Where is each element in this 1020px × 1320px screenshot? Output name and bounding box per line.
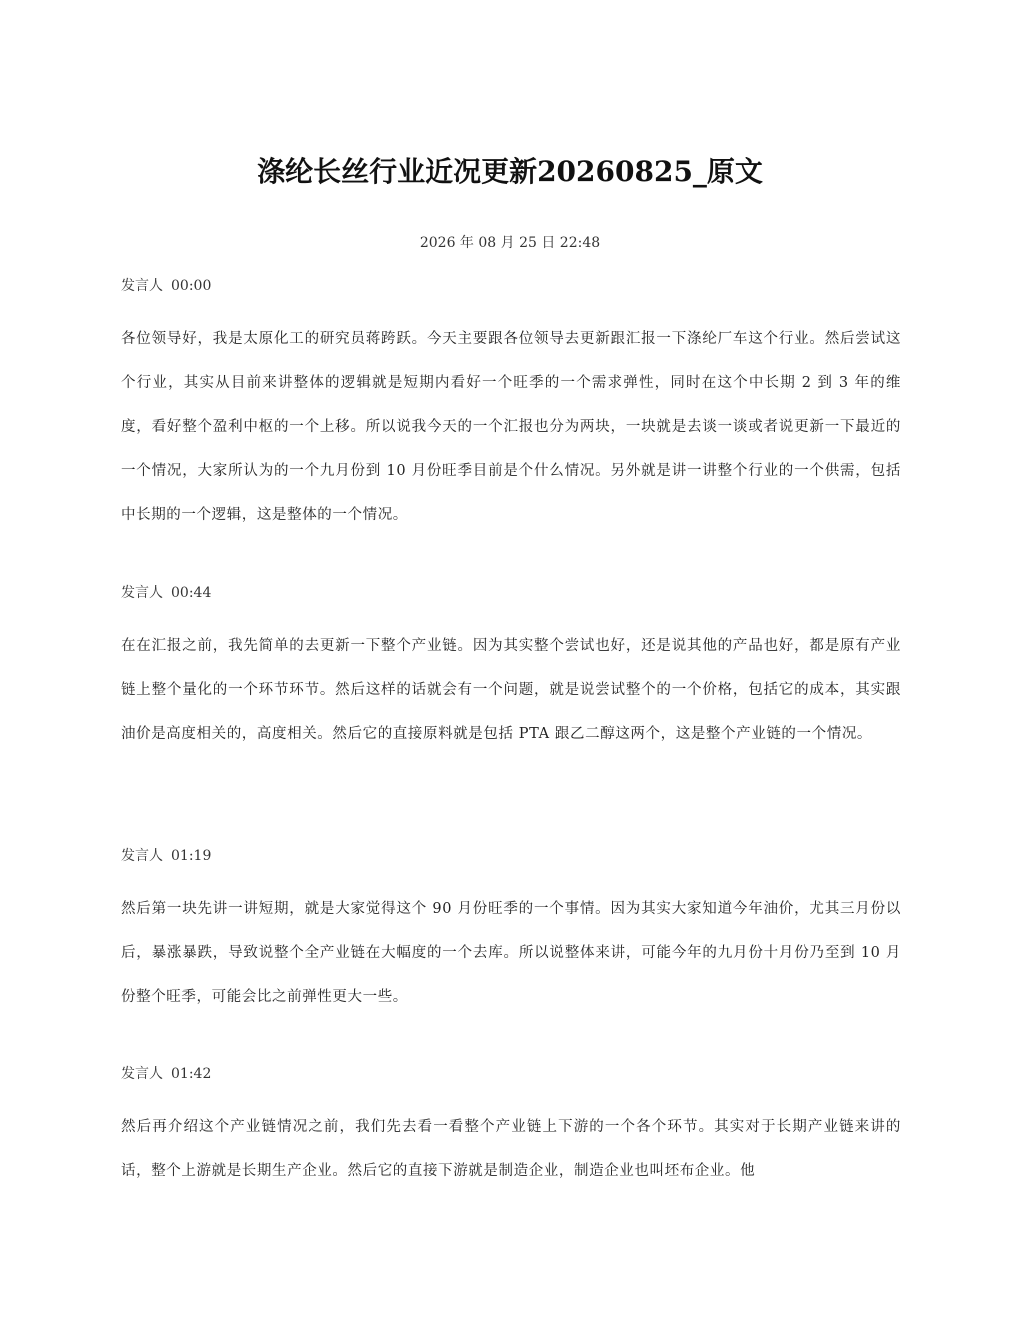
speaker-timestamp: 00:44 xyxy=(171,585,212,601)
document-title: 涤纶长丝行业近况更新20260825_原文 xyxy=(257,155,763,188)
transcript-section xyxy=(121,275,901,537)
transcript-section xyxy=(121,1063,901,1193)
transcript-section xyxy=(121,845,901,1019)
speaker-name: 发言人 xyxy=(121,585,163,601)
speaker-line xyxy=(121,582,901,604)
document-datetime: 2026 年 08 月 25 日 22:48 xyxy=(419,235,601,251)
transcript-paragraph: 各位领导好，我是太原化工的研究员蒋跨跃。今天主要跟各位领导去更新跟汇报一下涤纶厂车这个行业。然后尝试这个行业，其实从目前来讲整体的逻辑就是短期内看好一个旺季的一个需求弹性，同时在这个中长期 2 到 3 年的维度，看好整个盈利中枢的一个上移。所以说我今天的一个汇报也分为两块，一块就是去谈一谈或者说更新一下最近的一个情况，大家所认为的一个九月份到 10 月份旺季目前是个什么情况。另外就是讲一讲整个行业的一个供需，包括中长期的一个逻辑，这是整体的一个情况。 xyxy=(121,331,901,523)
transcript-paragraph: 在在汇报之前，我先简单的去更新一下整个产业链。因为其实整个尝试也好，还是说其他的产品也好，都是原有产业链上整个量化的一个环节环节。然后这样的话就会有一个问题，就是说尝试整个的一个价格，包括它的成本，其实跟油价是高度相关的，高度相关。然后它的直接原料就是包括 PTA 跟乙二醇这两个，这是整个产业链的一个情况。 xyxy=(121,638,901,742)
speaker-line xyxy=(121,1063,901,1085)
speaker-timestamp: 00:00 xyxy=(171,278,212,294)
speaker-timestamp: 01:19 xyxy=(171,848,212,864)
speaker-line xyxy=(121,845,901,867)
transcript-section xyxy=(121,582,901,756)
speaker-name: 发言人 xyxy=(121,1066,163,1082)
speaker-line xyxy=(121,275,901,297)
speaker-name: 发言人 xyxy=(121,848,163,864)
transcript-paragraph: 然后第一块先讲一讲短期，就是大家觉得这个 90 月份旺季的一个事情。因为其实大家知道今年油价，尤其三月份以后，暴涨暴跌，导致说整个全产业链在大幅度的一个去库。所以说整体来讲，可能今年的九月份十月份乃至到 10 月份整个旺季，可能会比之前弹性更大一些。 xyxy=(121,901,901,1005)
speaker-name: 发言人 xyxy=(121,278,163,294)
speaker-timestamp: 01:42 xyxy=(171,1066,212,1082)
transcript-paragraph: 然后再介绍这个产业链情况之前，我们先去看一看整个产业链上下游的一个各个环节。其实对于长期产业链来讲的话，整个上游就是长期生产企业。然后它的直接下游就是制造企业，制造企业也叫坯布企业。他 xyxy=(121,1119,901,1179)
